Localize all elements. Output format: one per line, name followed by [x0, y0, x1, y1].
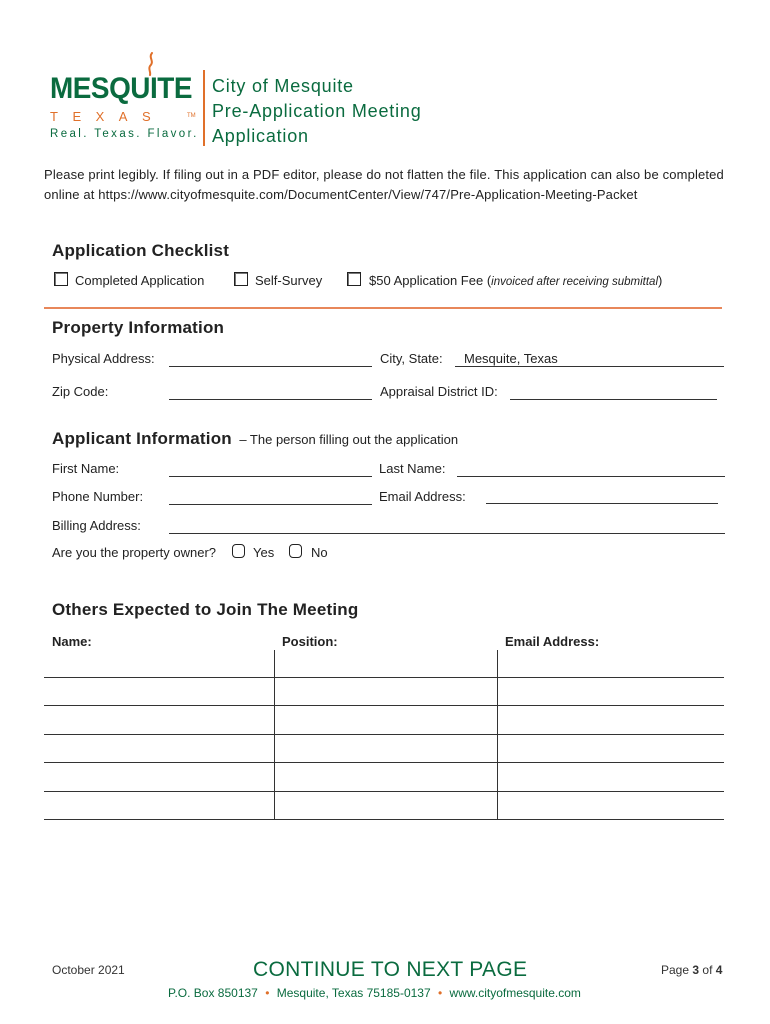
continue-notice: CONTINUE TO NEXT PAGE: [253, 958, 528, 981]
document-title-line3: Application: [212, 126, 309, 146]
applicant-heading-row: [52, 429, 458, 449]
completed-application-checkbox[interactable]: [54, 272, 68, 286]
last-name-field[interactable]: [457, 476, 725, 477]
document-title-line1: City of Mesquite: [212, 76, 354, 96]
website-link[interactable]: www.cityofmesquite.com: [449, 986, 581, 1000]
table-cell-email[interactable]: [498, 678, 724, 705]
application-fee-text: $50 Application Fee: [369, 273, 484, 288]
table-cell-position[interactable]: [275, 792, 497, 819]
instructions-paragraph: Please print legibly. If filing out in a PDF editor, please do not flatten the file. This application can also be completed online at https://www.cityofmesquite.com/DocumentCenter/View/747/Pre-Application-Meeting-Packet: [44, 167, 724, 202]
applicant-subheading: – The person filling out the application: [239, 432, 459, 447]
table-cell-name[interactable]: [44, 792, 274, 819]
self-survey-checkbox[interactable]: [234, 272, 248, 286]
first-name-field[interactable]: [169, 476, 372, 477]
table-cell-name[interactable]: [44, 763, 274, 791]
property-owner-question: Are you the property owner?: [52, 545, 217, 560]
city-state-field[interactable]: [455, 366, 724, 367]
phone-number-label: Phone Number:: [52, 489, 144, 504]
revision-date: October 2021: [52, 963, 125, 977]
header-divider: [203, 70, 205, 146]
footer-address: [168, 986, 581, 1000]
completed-application-label: Completed Application: [75, 273, 205, 288]
current-page: 3: [692, 963, 700, 977]
city-state-value: Mesquite, Texas: [464, 351, 558, 366]
phone-number-field[interactable]: [169, 504, 372, 505]
table-cell-email[interactable]: [498, 792, 724, 819]
logo-wordmark: MESQUITE: [50, 72, 192, 105]
owner-no-radio[interactable]: [289, 544, 302, 558]
checklist-heading: Application Checklist: [52, 241, 230, 260]
separator-dot: •: [437, 986, 443, 1000]
table-cell-position[interactable]: [275, 735, 497, 762]
zip-code-label: Zip Code:: [52, 384, 109, 399]
property-heading: Property Information: [52, 318, 225, 337]
table-cell-name[interactable]: [44, 678, 274, 705]
column-header-position: Position:: [282, 634, 338, 649]
table-row-line: [44, 819, 724, 820]
physical-address-field[interactable]: [169, 366, 372, 367]
email-address-field[interactable]: [486, 503, 718, 504]
owner-yes-radio[interactable]: [232, 544, 245, 558]
physical-address-label: Physical Address:: [52, 351, 155, 366]
logo-trademark: TM: [187, 113, 196, 119]
owner-no-label: No: [311, 545, 328, 560]
last-name-label: Last Name:: [379, 461, 446, 476]
column-header-name: Name:: [52, 634, 92, 649]
table-cell-email[interactable]: [498, 706, 724, 734]
first-name-label: First Name:: [52, 461, 120, 476]
city-zip: Mesquite, Texas 75185-0137: [276, 986, 431, 1000]
appraisal-district-id-label: Appraisal District ID:: [380, 384, 498, 399]
logo-state: TEXAS: [50, 109, 166, 124]
applicant-heading: Applicant Information: [52, 429, 232, 448]
city-state-label: City, State:: [380, 351, 443, 366]
self-survey-label: Self-Survey: [255, 273, 323, 288]
table-cell-position[interactable]: [275, 763, 497, 791]
po-box: P.O. Box 850137: [168, 986, 258, 1000]
separator-dot: •: [265, 986, 270, 1000]
billing-address-label: Billing Address:: [52, 518, 141, 533]
column-header-email: Email Address:: [505, 634, 600, 649]
table-cell-position[interactable]: [275, 678, 497, 705]
table-cell-email[interactable]: [498, 763, 724, 791]
appraisal-district-id-field[interactable]: [510, 399, 717, 400]
page-number: Page 3 of 4: [661, 963, 723, 977]
application-fee-checkbox[interactable]: [347, 272, 361, 286]
application-fee-note: invoiced after receiving submittal: [491, 276, 659, 288]
table-cell-position[interactable]: [275, 706, 497, 734]
document-title: [212, 74, 422, 149]
zip-code-field[interactable]: [169, 399, 372, 400]
table-cell-name[interactable]: [44, 706, 274, 734]
application-fee-label: $50 Application Fee (invoiced after receiving submittal): [369, 273, 663, 288]
table-cell-email[interactable]: [498, 735, 724, 762]
total-pages: 4: [715, 963, 723, 977]
table-cell-name[interactable]: [44, 735, 274, 762]
others-heading: Others Expected to Join The Meeting: [52, 600, 359, 619]
billing-address-field[interactable]: [169, 533, 725, 534]
document-title-line2: Pre-Application Meeting: [212, 101, 422, 121]
logo-tagline: Real. Texas. Flavor.: [50, 128, 199, 140]
email-address-label: Email Address:: [379, 489, 466, 504]
section-divider: [44, 307, 722, 309]
owner-yes-label: Yes: [253, 545, 275, 560]
